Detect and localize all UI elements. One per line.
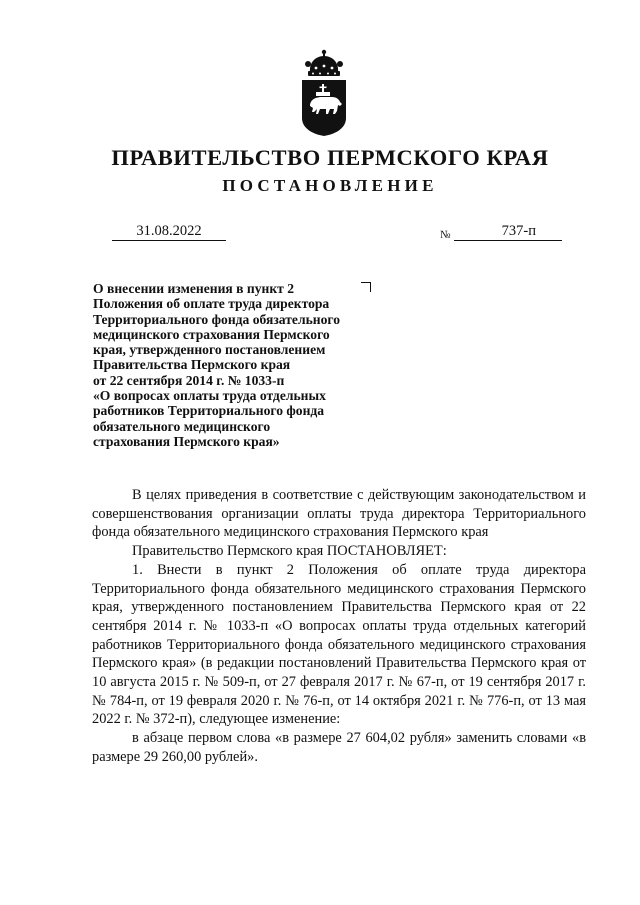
- document-type-title: ПОСТАНОВЛЕНИЕ: [222, 176, 438, 195]
- item-1-paragraph: 1. Внести в пункт 2 Положения об оплате труда директора Территориального фонда обязательного медицинского страхования Пермского края, утвержденного постановлением Правительства Пермского края от 22 сентября 2014 г. № 1033-п «О вопросах оплаты труда отдельных категорий работников Территориального фонда обязательного медицинского страхования Пермского края» (в редакции постановлений Правительства Пермского края от 10 августа 2015 г. № 509-п, от 27 февраля 2017 г. № 67-п, от 19 сентября 2017 г. № 784-п, от 19 февраля 2020 г. № 76-п, от 14 октября 2021 г. № 776-п, от 13 мая 2022 г. № 372-п), следующее изменение:: [92, 561, 586, 728]
- resolves-paragraph: Правительство Пермского края ПОСТАНОВЛЯЕТ:: [132, 543, 447, 560]
- decree-number: 737-п: [501, 223, 536, 239]
- decree-subject: [93, 281, 393, 449]
- subject-line: края, утвержденного постановлением: [93, 342, 326, 358]
- subject-line: «О вопросах оплаты труда отдельных: [93, 388, 326, 404]
- subject-line: О внесении изменения в пункт 2: [93, 281, 295, 296]
- perm-krai-coat-of-arms-icon: [296, 48, 352, 136]
- number-sign: №: [440, 229, 451, 241]
- subject-line: обязательного медицинского: [93, 418, 271, 434]
- subject-line: медицинского страхования Пермского: [93, 326, 330, 342]
- government-title: ПРАВИТЕЛЬСТВО ПЕРМСКОГО КРАЯ: [111, 145, 549, 170]
- change-paragraph: в абзаце первом слова «в размере 27 604,02 рубля» заменить словами «в размере 29 260,00 рублей».: [92, 730, 586, 765]
- subject-line: Территориального фонда обязательного: [93, 311, 341, 327]
- decree-date: 31.08.2022: [112, 222, 226, 241]
- subject-line: Положения об оплате труда директора: [93, 296, 330, 312]
- decree-number-field: [454, 222, 562, 241]
- subject-line: страхования Пермского края»: [93, 433, 280, 449]
- decree-body: [92, 486, 586, 767]
- subject-line: от 22 сентября 2014 г. № 1033-п: [93, 372, 285, 388]
- preamble-paragraph: В целях приведения в соответствие с действующим законодательством и совершенствования организации оплаты труда директора Территориального фонда обязательного медицинского страхования Пермского края: [92, 487, 586, 541]
- subject-line: работников Территориального фонда: [93, 403, 325, 419]
- subject-line: Правительства Пермского края: [93, 357, 291, 373]
